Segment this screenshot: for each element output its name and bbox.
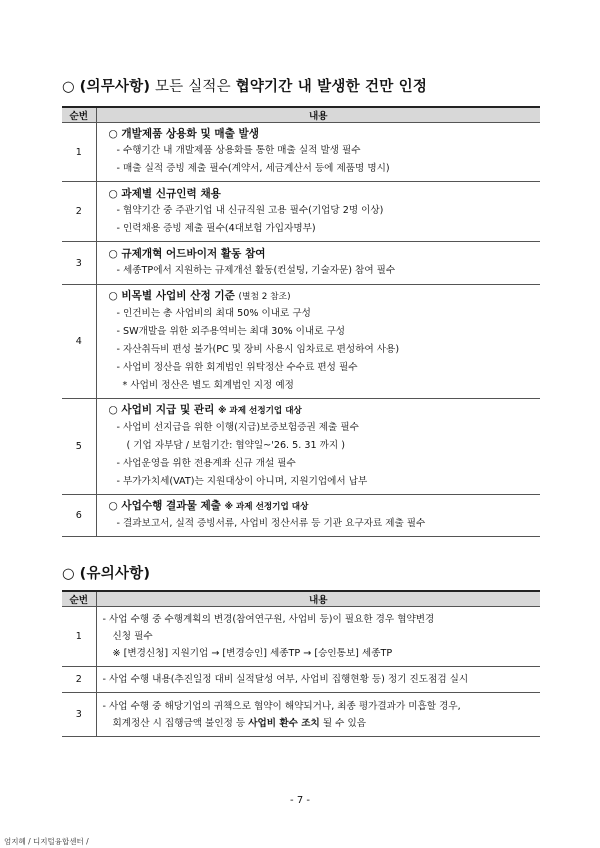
row-item: - 결과보고서, 실적 증빙서류, 사업비 정산서류 등 기관 요구자료 제출 필수 [116,518,426,529]
row-title-text: ○ 사업수행 결과물 제출 [108,500,221,512]
section-heading-obligations [62,75,427,96]
row-content [96,399,540,495]
row-item: - 자산취득비 편성 불가(PC 및 장비 사용시 임차료로 편성하여 사용) [116,344,400,355]
row-item: - SW개발을 위한 외주용역비는 최대 30% 이내로 구성 [116,326,346,337]
row-line-pre: 회계정산 시 집행금액 불인정 등 [112,717,249,729]
row-number: 1 [62,607,96,667]
table-row [62,607,540,667]
col-header-content: 내용 [96,591,540,607]
table-header-row [62,591,540,607]
row-item: - 부가가치세(VAT)는 지원대상이 아니며, 지원기업에서 납부 [116,476,368,487]
row-item: - 사업운영을 위한 전용계좌 신규 개설 필수 [116,458,296,469]
row-content [96,123,540,182]
row-title [103,288,537,305]
row-item: ( 기업 자부담 / 보험기간: 협약일~'26. 5. 31 까지 ) [126,440,345,451]
row-title-ref: (별첨 2 참조) [238,292,291,302]
row-content [96,693,540,737]
row-number: 5 [62,399,96,495]
row-line [103,715,533,732]
footer-author: 엄지혜 / 디지털융합센터 / [4,837,89,846]
table-row [62,399,540,495]
row-number: 4 [62,285,96,399]
heading-bullet: ○ [62,566,75,582]
row-title [103,498,537,515]
col-header-content: 내용 [96,107,540,123]
row-title-note: ※ 과제 선정기업 대상 [218,406,302,416]
row-title-text: ○ 사업비 지급 및 관리 [108,404,215,416]
row-content [96,182,540,242]
precautions-table [62,590,540,737]
row-item: - 수행기간 내 개발제품 상용화를 통한 매출 실적 발생 필수 [116,145,361,156]
heading-label: (유의사항) [79,566,151,582]
row-content [96,667,540,693]
row-star-note: * 사업비 정산은 별도 회계법인 지정 예정 [122,380,294,391]
row-title-text: ○ 비목별 사업비 산정 기준 [108,290,235,302]
row-title: ○ 규제개혁 어드바이저 활동 참여 [108,248,266,260]
col-header-num: 순번 [62,107,96,123]
row-content [96,607,540,667]
row-line: - 사업 수행 내용(추진일정 대비 실적달성 여부, 사업비 집행현황 등) 정기 진도점검 실시 [102,674,469,685]
row-content [96,242,540,285]
row-item: - 인력채용 증빙 제출 필수(4대보험 가입자명부) [116,222,316,234]
row-item: - 사업비 선지급을 위한 이행(지급)보증보험증권 제출 필수 [116,422,359,433]
row-number: 2 [62,667,96,693]
row-title: ○ 개발제품 상용화 및 매출 발생 [108,128,259,140]
table-row [62,182,540,242]
row-item: - 사업비 정산을 위한 회계법인 위탁정산 수수료 편성 필수 [116,362,358,373]
row-item: - 매출 실적 증빙 제출 필수(계약서, 세금계산서 등에 제품명 명시) [116,163,390,174]
row-number: 6 [62,495,96,537]
row-content [96,285,540,399]
table-row [62,242,540,285]
row-title: ○ 과제별 신규인력 채용 [108,187,221,200]
row-title-note: ※ 과제 선정기업 대상 [224,502,309,512]
row-number: 2 [62,182,96,242]
row-line: 신청 필수 [112,631,153,642]
row-number: 3 [62,693,96,737]
row-line: - 사업 수행 중 해당기업의 귀책으로 협약이 해약되거나, 최종 평가결과가 미흡할 경우, [102,700,461,712]
row-line-post: 될 수 있음 [319,717,367,729]
row-title [103,402,537,419]
heading-mid: 모든 실적은 [150,79,236,95]
heading-bullet: ○ [62,79,75,95]
row-item: - 인건비는 총 사업비의 최대 50% 이내로 구성 [116,308,311,319]
obligations-table [62,106,540,537]
table-row [62,285,540,399]
table-row [62,495,540,537]
row-number: 3 [62,242,96,285]
row-item: - 세종TP에서 지원하는 규제개선 활동(컨설팅, 기술자문) 참여 필수 [116,265,396,276]
heading-bold-tail: 협약기간 내 발생한 건만 인정 [235,79,428,95]
table-row [62,693,540,737]
table-header-row [62,107,540,123]
table-row [62,123,540,182]
row-line: ※ [변경신청] 지원기업 → [변경승인] 세종TP → [승인통보] 세종TP [112,648,393,659]
heading-label: (의무사항) [79,79,151,95]
table-row [62,667,540,693]
row-line: - 사업 수행 중 수행계획의 변경(참여연구원, 사업비 등)이 필요한 경우 협약변경 [102,614,435,625]
row-line-bold: 사업비 환수 조치 [248,717,320,729]
section-heading-precautions [62,562,150,583]
row-item: - 협약기간 중 주관기업 내 신규직원 고용 필수(기업당 2명 이상) [116,204,384,216]
page-number: - 7 - [290,795,310,806]
row-content [96,495,540,537]
row-number: 1 [62,123,96,182]
col-header-num: 순번 [62,591,96,607]
